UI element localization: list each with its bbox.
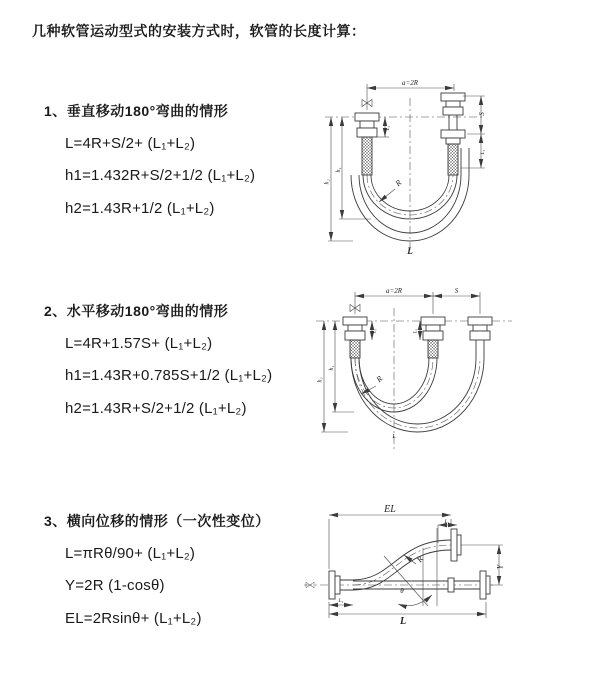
formula-line: L=4R+1.57S+ (L₁+L₂) <box>65 334 213 352</box>
section-2-heading: 2、水平移动180°弯曲的情形 <box>44 303 229 319</box>
dim-label-l1: L₁ <box>372 328 378 334</box>
dim-label-h2: h₂ <box>324 179 331 185</box>
dim-label-y: Y <box>495 564 505 570</box>
braided-hose <box>448 144 458 175</box>
section-3 <box>44 511 314 629</box>
moving-end-fitting-position-1 <box>421 317 445 358</box>
section-1-heading: 1、垂直移动180°弯曲的情形 <box>44 103 229 119</box>
braided-hose <box>362 137 372 175</box>
dimension-labels <box>325 79 487 256</box>
dim-label-h2: h₂ <box>317 377 324 383</box>
hose-arcs <box>351 358 484 432</box>
dim-label-s: S <box>454 287 459 295</box>
dimension-labels <box>318 287 459 440</box>
formula-line: L=πRθ/90+ (L₁+L₂) <box>65 544 196 562</box>
dim-label-h1: h₁ <box>336 167 342 173</box>
section-1 <box>44 101 314 219</box>
dim-label-l1-right: L₁ <box>480 149 486 155</box>
construction-lines <box>384 528 437 606</box>
dimension-lines <box>329 515 503 618</box>
dim-label-l1-top: L₁ <box>444 519 450 525</box>
diagram-lateral-displacement <box>298 498 598 633</box>
length-label: L <box>407 246 413 256</box>
dim-label-a2r: a=2R <box>386 287 402 295</box>
formula-line: h2=1.43R+S/2+1/2 (L₁+L₂) <box>65 399 247 417</box>
radius-label: R <box>374 374 385 385</box>
diagram-vertical-180-bend <box>313 72 595 257</box>
dim-label-h1: h₁ <box>329 365 335 371</box>
dim-label-a2r: a=2R <box>402 79 418 87</box>
dim-label-s: S <box>478 112 486 116</box>
radius-label: R <box>415 554 426 565</box>
dim-label-el: EL <box>384 504 396 515</box>
radius-label: R <box>393 178 404 189</box>
length-label: L <box>392 434 396 440</box>
dim-label-l1-left: L₁ <box>385 125 391 131</box>
formula-line: h2=1.43R+1/2 (L₁+L₂) <box>65 199 215 217</box>
formula-line: h1=1.432R+S/2+1/2 (L₁+L₂) <box>65 167 256 184</box>
diagram-horizontal-180-bend <box>308 280 596 454</box>
angle-label: θ <box>400 587 404 595</box>
formula-line: EL=2Rsinθ+ (L₁+L₂) <box>65 609 202 627</box>
section-2 <box>44 301 314 419</box>
moving-end-fitting-position-2 <box>468 317 492 358</box>
braided-hose <box>428 340 438 358</box>
dimension-labels <box>338 504 505 627</box>
page-title: 几种软管运动型式的安装方式时，软管的长度计算： <box>32 23 366 39</box>
length-label: L <box>399 616 407 627</box>
section-3-heading: 3、横向位移的情形（一次性变位） <box>44 513 270 529</box>
fixed-end-fitting <box>343 317 367 358</box>
formula-line: L=4R+S/2+ (L₁+L₂) <box>65 134 196 152</box>
dim-label-l1: L₁ <box>413 328 419 334</box>
braided-hose <box>350 340 360 358</box>
fixed-end-fitting <box>355 113 379 175</box>
formula-line: Y=2R (1-cosθ) <box>65 577 165 594</box>
dim-label-l1-left: L₁ <box>338 598 344 604</box>
formula-line: h1=1.43R+0.785S+1/2 (L₁+L₂) <box>65 367 273 384</box>
